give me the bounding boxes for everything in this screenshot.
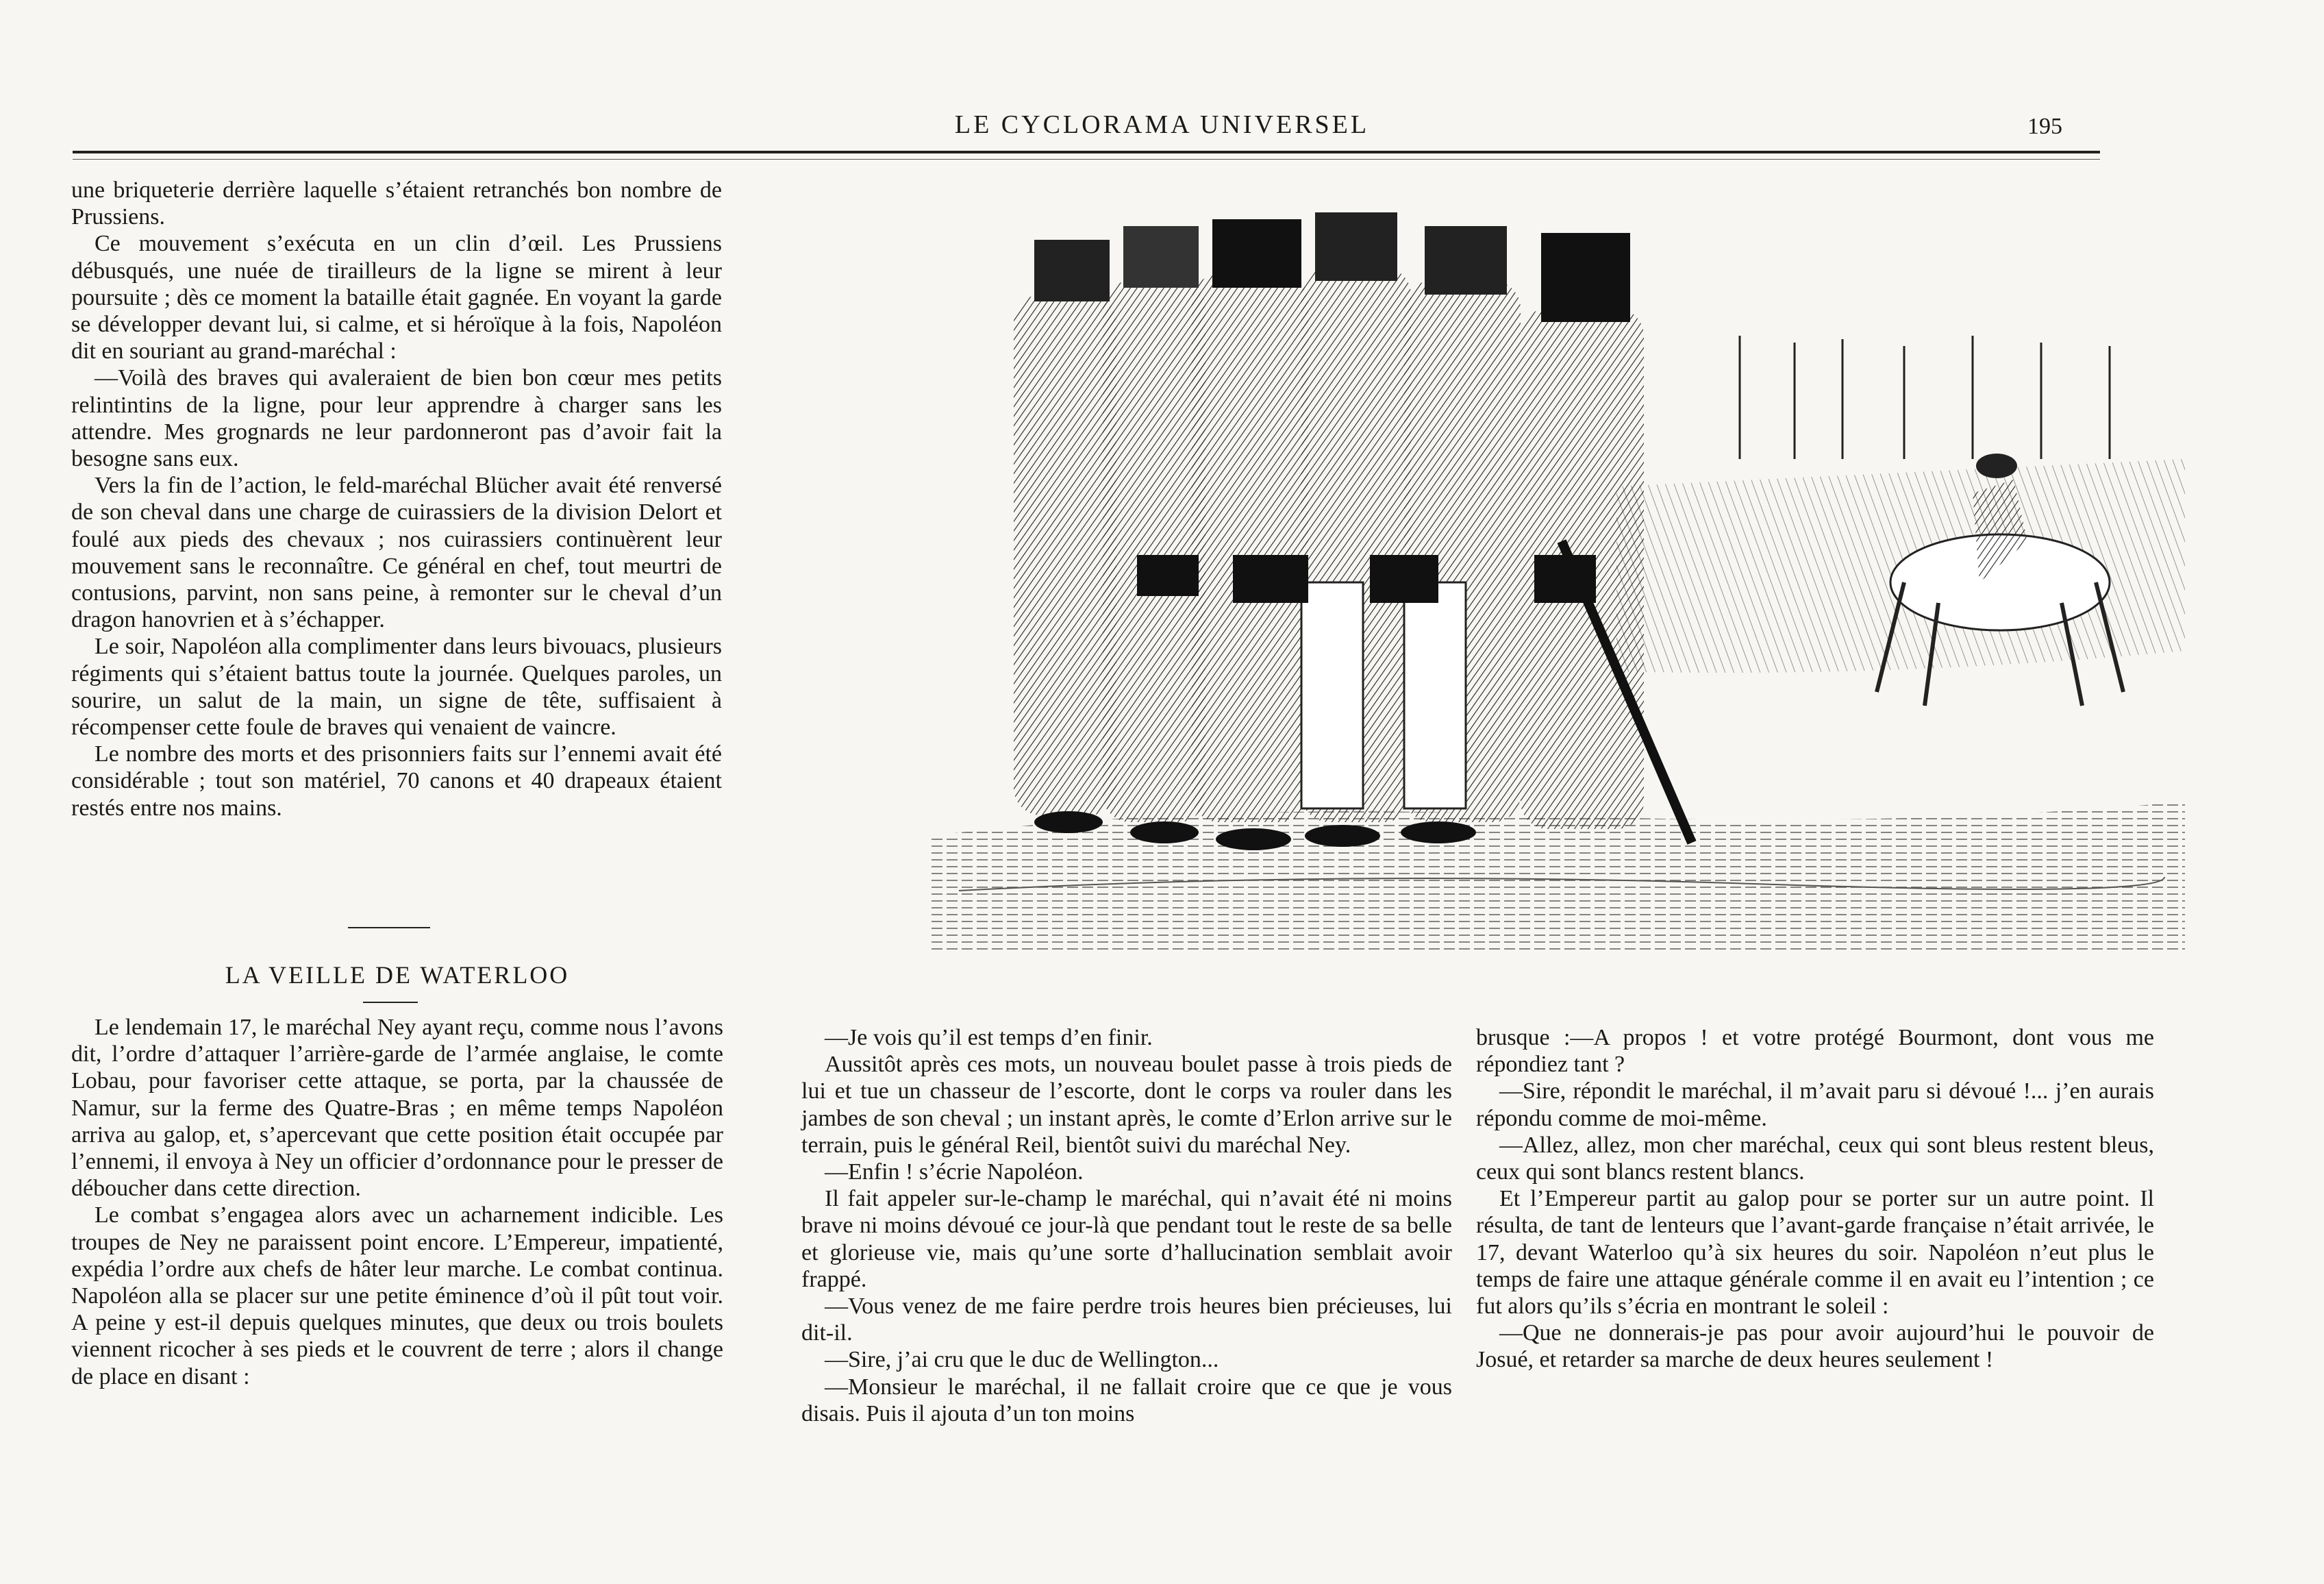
paragraph: Vers la fin de l’action, le feld-maréchal Blücher avait été renversé de son cheval dans une charge de cuirassiers de la division Delort et foulé aux pieds des chevaux ; nos cuirassiers continuèrent leur mouvement sans le reconnaître. Ce général en chef, tout meurtri de contusions, parvint, non sans peine, à remonter sur le cheval d’un dragon hanovrien et à s’échapper. (71, 473, 722, 633)
paragraph: —Sire, j’ai cru que le duc de Wellington... (825, 1347, 1219, 1373)
paragraph: —Je vois qu’il est temps d’en finir. (825, 1025, 1153, 1050)
paragraph: Ce mouvement s’exécuta en un clin d’œil. Les Prussiens débusqués, une nuée de tirailleurs de la ligne se mirent à leur poursuite ; dès ce moment la bataille était gagnée. En voyant la garde se développer devant lui, si calme, et si héroïque à la fois, Napoléon dit en souriant au grand-maréchal : (71, 231, 722, 364)
paragraph: Aussitôt après ces mots, un nouveau boulet passe à trois pieds de lui et tue un chasseur de l’escorte, dont le corps va rouler dans les jambes de son cheval ; un instant après, le comte d’Erlon arrive sur le terrain, puis le général Reil, bientôt suivi du maréchal Ney. (801, 1052, 1452, 1158)
paragraph: Le combat s’engagea alors avec un acharnement indicible. Les troupes de Ney ne paraissent point encore. L’Empereur, impatienté, expédia l’ordre aux chefs de hâter leur marche. Le combat continua. Napoléon alla se placer sur une petite éminence d’où il pût tout voir. A peine y est-il depuis quelques minutes, que deux ou trois boulets viennent ricocher à ses pieds et le couvrent de terre ; alors il change de place en disant : (71, 1202, 723, 1389)
text-column-3 (1476, 1024, 2154, 1374)
paragraph: Le nombre des morts et des prisonniers faits sur l’ennemi avait été considérable ; tout son matériel, 70 canons et 40 drapeaux étaient restés entre nos mains. (71, 741, 722, 821)
paragraph: —Monsieur le maréchal, il ne fallait croire que ce que je vous disais. Puis il ajouta d’un ton moins (801, 1374, 1452, 1426)
section-separator (348, 927, 430, 928)
paragraph: —Que ne donnerais-je pas pour avoir aujourd’hui le pouvoir de Josué, et retarder sa marche de deux heures seulement ! (1476, 1320, 2154, 1373)
header-rule (73, 151, 2100, 153)
text-column-top-left (71, 177, 722, 821)
section-title-underline (363, 1002, 418, 1003)
paragraph: Le lendemain 17, le maréchal Ney ayant reçu, comme nous l’avons dit, l’ordre d’attaquer l’arrière-garde de l’armée anglaise, le comte Lobau, pour favoriser cette attaque, se porta, par la chaussée de Namur, sur la ferme des Quatre-Bras ; en même temps Napoléon arriva au galop, et, s’apercevant que cette position était occupée par l’ennemi, il envoya à Ney un officier d’ordonnance pour le presser de déboucher dans cette direction. (71, 1015, 723, 1202)
paragraph: Le soir, Napoléon alla complimenter dans leurs bivouacs, plusieurs régiments qui s’étaient battus toute la journée. Quelques paroles, un sourire, un salut de la main, un signe de tête, suffisaient à récompenser cette foule de braves qui venaient de vaincre. (71, 634, 722, 741)
paragraph: —Sire, répondit le maréchal, il m’avait paru si dévoué !... j’en aurais répondu comme de moi-même. (1476, 1078, 2154, 1131)
paragraph: Et l’Empereur partit au galop pour se porter sur un autre point. Il résulta, de tant de lenteurs que l’avant-garde française n’était arrivée, le 17, devant Waterloo qu’à six heures du soir. Napoléon n’eut plus le temps de faire une attaque générale comme il en avait eu l’intention ; ce fut alors qu’ils s’écria en montrant le soleil : (1476, 1186, 2154, 1320)
paragraph: —Vous venez de me faire perdre trois heures bien précieuses, lui dit-il. (801, 1294, 1452, 1346)
text-column-2 (801, 1024, 1452, 1427)
header-rule-thin (73, 159, 2100, 160)
section-title: LA VEILLE DE WATERLOO (225, 961, 570, 989)
paragraph: —Voilà des braves qui avaleraient de bien bon cœur mes petits relintintins de la ligne, pour leur apprendre à charger sans les attendre. Mes grognards ne leur pardonneront pas d’avoir fait la besogne sans eux. (71, 365, 722, 472)
paragraph: —Enfin ! s’écrie Napoléon. (825, 1159, 1084, 1185)
paragraph: —Allez, allez, mon cher maréchal, ceux qui sont bleus restent bleus, ceux qui sont blancs restent blancs. (1476, 1132, 2154, 1185)
paragraph: Il fait appeler sur-le-champ le maréchal, qui n’avait été ni moins brave ni moins dévoué ce jour-là que pendant tout le reste de sa belle et glorieuse vie, mais qu’une sorte d’hallucination semblait avoir frappé. (801, 1186, 1452, 1292)
engraving-soldiers-illustration (932, 199, 2185, 952)
text-column-1 (71, 1014, 723, 1390)
paragraph: une briqueterie derrière laquelle s’étaient retranchés bon nombre de Prussiens. (71, 177, 722, 230)
paragraph: brusque :—A propos ! et votre protégé Bourmont, dont vous me répondiez tant ? (1476, 1025, 2154, 1078)
page-number: 195 (2027, 114, 2062, 139)
running-header-title: LE CYCLORAMA UNIVERSEL (954, 110, 1370, 139)
